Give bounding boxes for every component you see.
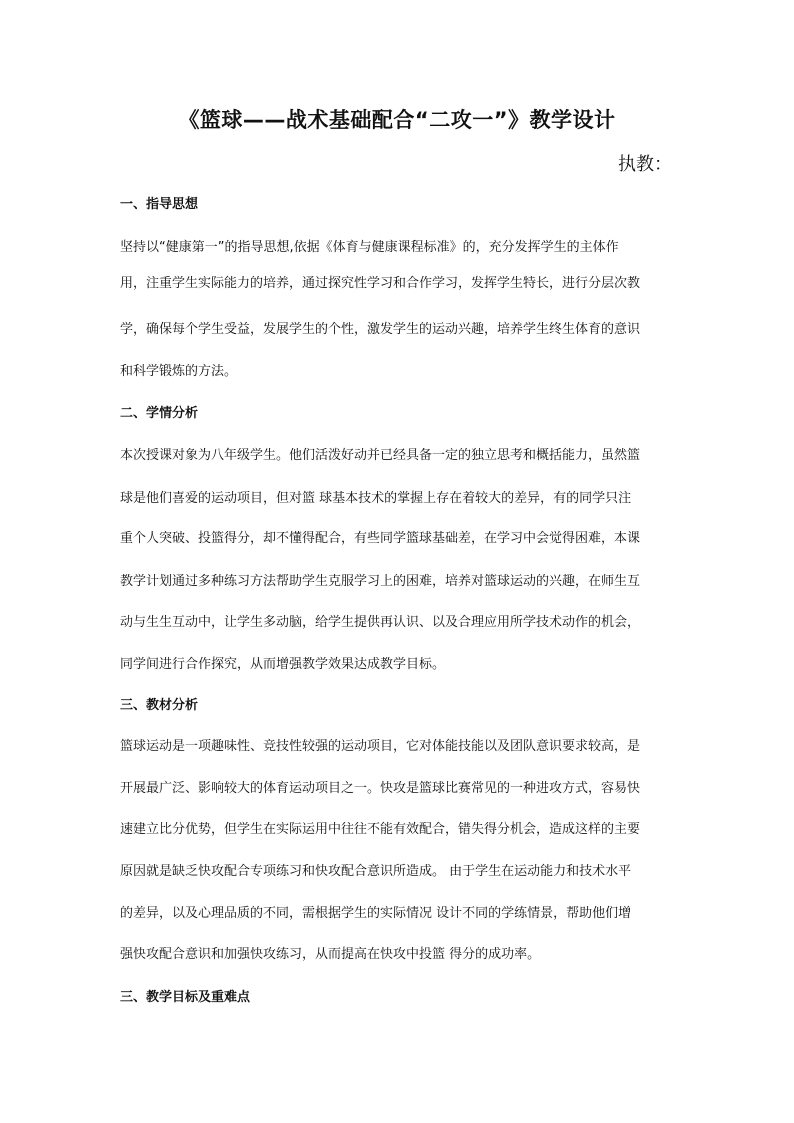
paragraph-line: 本次授课对象为八年级学生。他们活泼好动并已经具备一定的独立思考和概括能力，虽然篮 xyxy=(120,448,641,463)
paragraph-line: 强快攻配合意识和加强快攻练习，从而提高在快攻中投篮 得分的成功率。 xyxy=(120,947,541,962)
section-heading: 三、教学目标及重难点 xyxy=(120,990,251,1005)
section-heading: 三、教材分析 xyxy=(120,698,199,713)
paragraph-line: 原因就是缺乏快攻配合专项练习和快攻配合意识所造成。 由于学生在运动能力和技术水平 xyxy=(120,864,632,879)
document-title: 《篮球——战术基础配合“二攻一”》教学设计 xyxy=(178,108,616,132)
paragraph-line: 坚持以“健康第一”的指导思想,依据《体育与健康课程标准》的，充分发挥学生的主体作 xyxy=(120,240,619,255)
paragraph-line: 开展最广泛、影响较大的体育运动项目之一。快攻是篮球比赛常见的一种进攻方式，容易快 xyxy=(120,781,641,796)
paragraph-line: 球是他们喜爱的运动项目，但对篮 球基本技术的掌握上存在着较大的差异，有的同学只注 xyxy=(120,491,632,506)
paragraph-line: 的差异，以及心理品质的不同，需根据学生的实际情况 设计不同的学练情景，帮助他们增 xyxy=(120,906,632,921)
paragraph-line: 和科学锻炼的方法。 xyxy=(120,364,238,379)
section-heading: 二、学情分析 xyxy=(120,406,199,421)
paragraph-line: 教学计划通过多种练习方法帮助学生克服学习上的困难，培养对篮球运动的兴趣，在师生互 xyxy=(120,574,641,589)
paragraph-line: 篮球运动是一项趣味性、竞技性较强的运动项目，它对体能技能以及团队意识要求较高，是 xyxy=(120,739,641,754)
paragraph-line: 学，确保每个学生受益，发展学生的个性，激发学生的运动兴趣，培养学生终生体育的意识 xyxy=(120,322,641,337)
paragraph-line: 速建立比分优势，但学生在实际运用中往往不能有效配合，错失得分机会，造成这样的主要 xyxy=(120,822,641,837)
paragraph-line: 用，注重学生实际能力的培养，通过探究性学习和合作学习，发挥学生特长，进行分层次教 xyxy=(120,276,641,291)
paragraph-line: 重个人突破、投篮得分，却不懂得配合，有些同学篮球基础差，在学习中会觉得困难，本课 xyxy=(120,531,641,546)
teacher-label: 执教： xyxy=(618,154,672,175)
paragraph-line: 动与生生互动中，让学生多动脑，给学生提供再认识、以及合理应用所学技术动作的机会， xyxy=(120,615,641,630)
section-heading: 一、指导思想 xyxy=(120,197,199,212)
paragraph-line: 同学间进行合作探究，从而增强教学效果达成教学目标。 xyxy=(120,657,446,672)
